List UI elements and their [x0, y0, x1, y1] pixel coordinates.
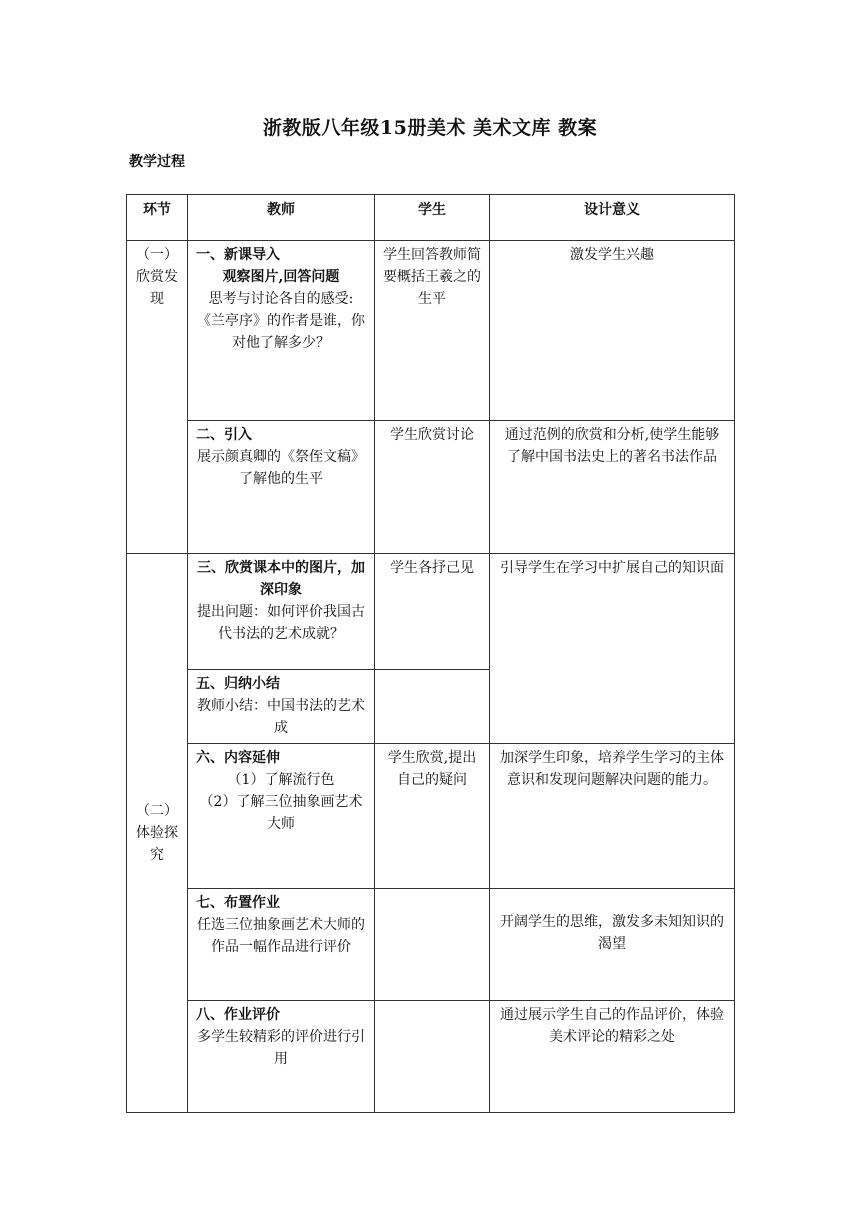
stage-cell-2: （二）体验探究	[127, 554, 188, 1113]
teacher-cell	[188, 670, 375, 744]
lesson-plan-table	[126, 194, 735, 1113]
meaning-cell: 引导学生在学习中扩展自己的知识面	[490, 554, 735, 744]
student-cell: 学生欣赏,提出自己的疑问	[375, 744, 490, 889]
header-teacher: 教师	[188, 195, 375, 241]
step-text: 提出问题：如何评价我国古代书法的艺术成就？	[197, 604, 365, 642]
step-heading: 二、引入	[196, 427, 252, 443]
step-text: 思考与讨论各自的感受:《兰亭序》的作者是谁，你对他了解多少？	[197, 291, 365, 351]
student-cell: 学生各抒己见	[375, 554, 490, 670]
step-heading: 五、归纳小结	[196, 676, 280, 692]
step-heading: 八、作业评价	[196, 1007, 280, 1023]
section-heading: 教学过程	[129, 154, 185, 170]
step-subheading: 观察图片,回答问题	[222, 269, 340, 285]
table-row	[127, 1001, 735, 1113]
meaning-cell: 激发学生兴趣	[490, 241, 735, 421]
table-row	[127, 744, 735, 889]
step-heading: 三、欣赏课本中的图片，加深印象	[197, 560, 365, 598]
table-row	[127, 241, 735, 421]
header-stage: 环节	[127, 195, 188, 241]
step-text: 教师小结：中国书法的艺术成	[197, 698, 365, 736]
step-text: 展示颜真卿的《祭侄文稿》了解他的生平	[197, 449, 365, 487]
table-row	[127, 889, 735, 1001]
table-header-row	[127, 195, 735, 241]
teacher-cell	[188, 421, 375, 554]
meaning-cell: 通过范例的欣赏和分析,使学生能够了解中国书法史上的著名书法作品	[490, 421, 735, 554]
student-cell: 学生欣赏讨论	[375, 421, 490, 554]
step-heading: 六、内容延伸	[196, 750, 280, 766]
step-text: 多学生较精彩的评价进行引用	[197, 1029, 365, 1067]
teacher-cell	[188, 1001, 375, 1113]
step-heading: 一、新课导入	[196, 247, 280, 263]
table-row	[127, 421, 735, 554]
teacher-cell	[188, 241, 375, 421]
meaning-cell: 开阔学生的思维，激发多未知知识的渴望	[490, 889, 735, 1001]
header-student: 学生	[375, 195, 490, 241]
step-text: 任选三位抽象画艺术大师的作品一幅作品进行评价	[197, 917, 365, 955]
teacher-cell	[188, 554, 375, 670]
student-cell: 学生回答教师简要概括王羲之的生平	[375, 241, 490, 421]
meaning-cell: 加深学生印象，培养学生学习的主体意识和发现问题解决问题的能力。	[490, 744, 735, 889]
header-meaning: 设计意义	[490, 195, 735, 241]
teacher-cell	[188, 744, 375, 889]
teacher-cell	[188, 889, 375, 1001]
meaning-cell: 通过展示学生自己的作品评价，体验美术评论的精彩之处	[490, 1001, 735, 1113]
student-cell	[375, 670, 490, 744]
student-cell	[375, 1001, 490, 1113]
step-text-line: （2）了解三位抽象画艺术大师	[199, 794, 363, 832]
stage-cell-1: （一）欣赏发现	[127, 241, 188, 554]
step-text-line: （1）了解流行色	[227, 772, 335, 788]
table-row	[127, 554, 735, 670]
student-cell	[375, 889, 490, 1001]
step-heading: 七、布置作业	[196, 895, 280, 911]
document-title: 浙教版八年级15册美术 美术文库 教案	[262, 117, 598, 139]
